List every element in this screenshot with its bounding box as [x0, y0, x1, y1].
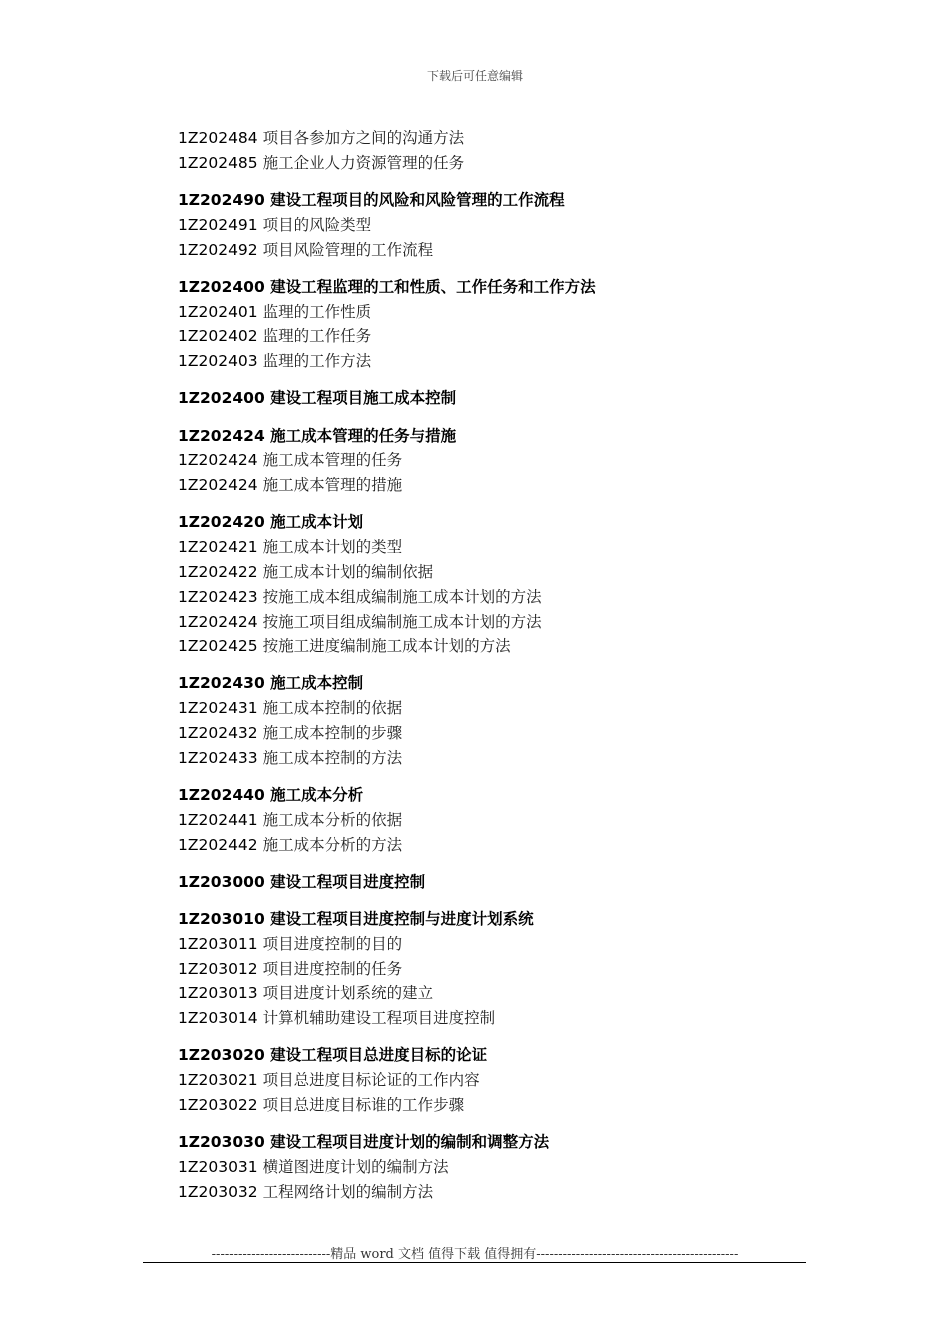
line-text: 项目总进度目标谁的工作步骤 [262, 1096, 465, 1114]
line-text: 项目风险管理的工作流程 [262, 240, 434, 259]
line-text: 项目的风险类型 [262, 215, 372, 234]
outline-line-item [178, 213, 878, 238]
outline-section-heading [178, 870, 878, 895]
outline-line-item [178, 151, 878, 176]
outline-line-item [178, 535, 878, 560]
outline-line-item [178, 808, 878, 833]
line-code: 1Z202430 [178, 674, 265, 693]
line-text: 项目总进度目标论证的工作内容 [262, 1071, 480, 1090]
outline-line-item [178, 981, 878, 1006]
outline-section-heading [178, 424, 878, 449]
line-text: 建设工程项目的风险和风险管理的工作流程 [270, 190, 565, 209]
outline-line-item [178, 1006, 878, 1031]
line-text: 施工成本分析的方法 [262, 835, 403, 854]
line-text: 施工成本管理的任务 [262, 451, 403, 470]
line-code: 1Z203020 [178, 1046, 265, 1065]
line-text: 施工成本管理的措施 [262, 476, 403, 495]
outline-section-heading [178, 510, 878, 535]
outline-section-heading [178, 1043, 878, 1068]
line-code: 1Z202423 [178, 587, 258, 606]
outline-line-item [178, 473, 878, 498]
line-code: 1Z202484 [178, 129, 258, 147]
line-text: 施工成本计划的编制依据 [262, 562, 434, 581]
line-text: 监理的工作方法 [262, 352, 372, 371]
line-code: 1Z202440 [178, 786, 265, 805]
line-code: 1Z203010 [178, 910, 265, 929]
line-text: 施工成本计划的类型 [262, 538, 403, 557]
outline-line-item [178, 349, 878, 374]
line-text: 工程网络计划的编制方法 [262, 1182, 434, 1201]
line-code: 1Z203032 [178, 1182, 258, 1201]
outline-line-item [178, 610, 878, 635]
outline-line-item [178, 957, 878, 982]
line-code: 1Z202400 [178, 277, 265, 296]
line-code: 1Z202491 [178, 215, 258, 234]
outline-section-heading [178, 275, 878, 300]
outline-line-item [178, 585, 878, 610]
line-text: 建设工程项目施工成本控制 [270, 389, 457, 408]
line-code: 1Z202402 [178, 327, 258, 346]
line-code: 1Z203031 [178, 1157, 258, 1176]
line-code: 1Z203021 [178, 1071, 258, 1090]
document-body [178, 126, 878, 1205]
line-code: 1Z202422 [178, 562, 258, 581]
line-code: 1Z203013 [178, 984, 258, 1003]
outline-line-item [178, 833, 878, 858]
line-text: 施工成本分析的依据 [262, 810, 403, 829]
line-code: 1Z202485 [178, 153, 258, 172]
line-text: 按施工进度编制施工成本计划的方法 [262, 637, 511, 656]
line-code: 1Z202424 [178, 612, 258, 631]
outline-line-item [178, 560, 878, 585]
line-code: 1Z202442 [178, 835, 258, 854]
line-code: 1Z202425 [178, 637, 258, 656]
outline-line-item [178, 1068, 878, 1093]
line-code: 1Z202403 [178, 352, 258, 371]
line-text: 横道图进度计划的编制方法 [262, 1157, 449, 1176]
line-text: 施工企业人力资源管理的任务 [262, 153, 465, 172]
line-text: 计算机辅助建设工程项目进度控制 [262, 1009, 496, 1028]
outline-section-heading [178, 386, 878, 411]
line-text: 监理的工作任务 [262, 327, 372, 346]
line-code: 1Z202432 [178, 724, 258, 743]
line-text: 施工成本控制的依据 [262, 699, 403, 718]
outline-section-heading [178, 907, 878, 932]
line-text: 施工成本分析 [270, 786, 364, 805]
outline-line-item [178, 300, 878, 325]
line-code: 1Z203022 [178, 1096, 258, 1114]
line-code: 1Z202433 [178, 748, 258, 767]
line-text: 建设工程项目进度计划的编制和调整方法 [270, 1133, 550, 1152]
outline-line-item [178, 1093, 878, 1118]
line-text: 项目进度计划系统的建立 [262, 984, 434, 1003]
outline-line-item [178, 1155, 878, 1180]
line-text: 建设工程项目总进度目标的论证 [270, 1046, 488, 1065]
line-code: 1Z202431 [178, 699, 258, 718]
line-code: 1Z203000 [178, 872, 265, 891]
page-footer: ---------------------------精品 word 文档 值得下载 值得拥有---------------------------------------------- [211, 1247, 739, 1262]
line-text: 项目各参加方之间的沟通方法 [262, 129, 465, 147]
outline-section-heading [178, 188, 878, 213]
line-text: 项目进度控制的任务 [262, 959, 403, 978]
outline-line-item [178, 126, 878, 151]
outline-line-item [178, 238, 878, 263]
outline-line-item [178, 721, 878, 746]
outline-line-item [178, 448, 878, 473]
line-code: 1Z202490 [178, 190, 265, 209]
outline-section-heading [178, 671, 878, 696]
footer-rule [143, 1262, 806, 1263]
line-text: 施工成本管理的任务与措施 [270, 426, 457, 445]
outline-section-heading [178, 1130, 878, 1155]
line-text: 按施工项目组成编制施工成本计划的方法 [262, 612, 542, 631]
line-text: 施工成本控制的方法 [262, 748, 403, 767]
line-text: 按施工成本组成编制施工成本计划的方法 [262, 587, 542, 606]
line-code: 1Z202441 [178, 810, 258, 829]
line-text: 建设工程项目进度控制 [270, 872, 426, 891]
line-text: 施工成本控制的步骤 [262, 724, 403, 743]
line-text: 建设工程监理的工和性质、工作任务和工作方法 [270, 277, 596, 296]
line-code: 1Z202400 [178, 389, 265, 408]
outline-line-item [178, 746, 878, 771]
outline-line-item [178, 324, 878, 349]
line-code: 1Z202424 [178, 426, 265, 445]
outline-line-item [178, 634, 878, 659]
line-text: 项目进度控制的目的 [262, 934, 403, 953]
line-code: 1Z202424 [178, 476, 258, 495]
outline-line-item [178, 932, 878, 957]
line-code: 1Z202420 [178, 513, 265, 532]
line-code: 1Z202492 [178, 240, 258, 259]
line-code: 1Z203011 [178, 934, 258, 953]
line-code: 1Z203012 [178, 959, 258, 978]
line-code: 1Z202421 [178, 538, 258, 557]
line-code: 1Z203014 [178, 1009, 258, 1028]
line-text: 施工成本控制 [270, 674, 364, 693]
line-text: 建设工程项目进度控制与进度计划系统 [270, 910, 534, 929]
line-text: 监理的工作性质 [262, 302, 372, 321]
outline-section-heading [178, 783, 878, 808]
page-header: 下载后可任意编辑 [426, 69, 523, 83]
line-code: 1Z202424 [178, 451, 258, 470]
line-code: 1Z202401 [178, 302, 258, 321]
outline-line-item [178, 696, 878, 721]
line-code: 1Z203030 [178, 1133, 265, 1152]
line-text: 施工成本计划 [270, 513, 364, 532]
outline-line-item [178, 1180, 878, 1205]
